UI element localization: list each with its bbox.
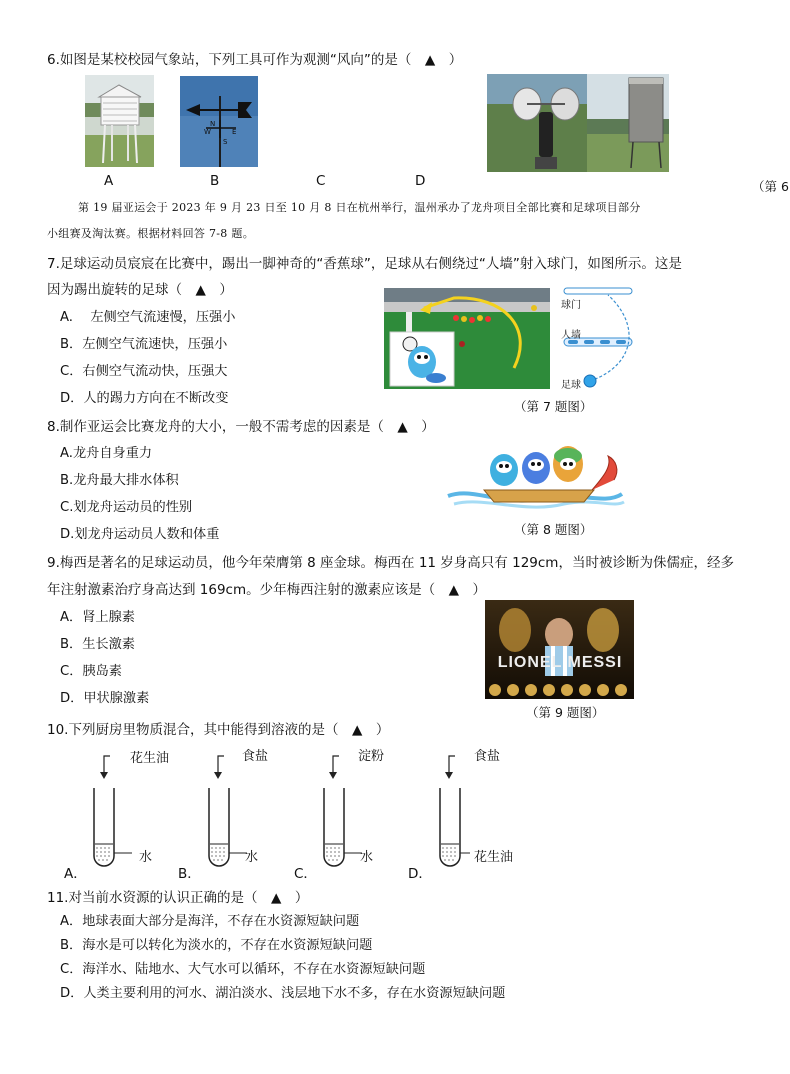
messi-poster-image bbox=[485, 600, 634, 699]
q10-text: 10.下列厨房里物质混合，其中能得到溶液的是（ ▲ ） bbox=[47, 722, 390, 738]
tube-c-letter: C． bbox=[294, 866, 317, 882]
q7-option-d: D．人的踢力方向在不断改变 bbox=[60, 391, 229, 406]
q7-line-2: 因为踢出旋转的足球（ ▲ ） bbox=[47, 282, 233, 298]
svg-text:N: N bbox=[210, 120, 216, 128]
q6-label-d: D bbox=[415, 173, 426, 189]
intro-line-1: 第 19 届亚运会于 2023 年 9 月 23 日至 10 月 8 日在杭州举行，温州承办了龙舟项目全部比赛和足球项目部分 bbox=[78, 201, 641, 214]
q9-caption: （第 9 题图） bbox=[526, 705, 605, 720]
q7-line-1: 7.足球运动员宸宸在比赛中，踢出一脚神奇的“香蕉球”，足球从右侧绕过“人墙”射入球门，如图所示。这是 bbox=[47, 256, 682, 272]
q9-option-d: D．甲状腺激素 bbox=[60, 691, 150, 706]
q9-option-a: A．肾上腺素 bbox=[60, 610, 135, 625]
q9-option-b: B．生长激素 bbox=[60, 637, 135, 652]
intro-line-2: 小组赛及淘汰赛。根据材料回答 7-8 题。 bbox=[47, 227, 255, 240]
q6-label-b: B bbox=[210, 173, 220, 189]
q11-option-d: D．人类主要利用的河水、湖泊淡水、浅层地下水不多，存在水资源短缺问题 bbox=[60, 986, 506, 1001]
q11-option-b: B．海水是可以转化为淡水的，不存在水资源短缺问题 bbox=[60, 938, 373, 953]
q6-caption: （第 6 bbox=[752, 179, 789, 194]
tube-d-letter: D． bbox=[408, 866, 432, 882]
diagram-ball-label: 足球 bbox=[561, 380, 581, 391]
weather-box-image bbox=[85, 75, 154, 167]
q8-option-b: B.龙舟最大排水体积 bbox=[60, 473, 179, 488]
tube-c-added-label: 淀粉 bbox=[358, 749, 385, 764]
q7-option-b: B．左侧空气流速快，压强小 bbox=[60, 337, 228, 352]
q8-caption: （第 8 题图） bbox=[514, 522, 593, 537]
q11-option-a: A．地球表面大部分是海洋，不存在水资源短缺问题 bbox=[60, 914, 360, 929]
diagram-wall-label: 人墙 bbox=[561, 330, 581, 341]
q7-option-c: C．右侧空气流动快，压强大 bbox=[60, 364, 228, 379]
q7-option-a: A. 左侧空气流速慢，压强小 bbox=[60, 310, 236, 325]
q11-text: 11.对当前水资源的认识正确的是（ ▲ ） bbox=[47, 890, 309, 906]
q6-label-c: C bbox=[316, 173, 326, 189]
tube-d-arrow-icon bbox=[443, 750, 457, 780]
q9-line-1: 9.梅西是著名的足球运动员，他今年荣膺第 8 座金球。梅西在 11 岁身高只有 129cm，当时被诊断为侏儒症，经多 bbox=[47, 555, 734, 571]
tube-a-added-label: 花生油 bbox=[130, 751, 170, 766]
wind-vane-image bbox=[180, 76, 258, 167]
q11-option-c: C．海洋水、陆地水、大气水可以循环，不存在水资源短缺问题 bbox=[60, 962, 426, 977]
tube-b-liquid-label: 水 bbox=[245, 850, 259, 865]
tube-b-arrow-icon bbox=[212, 750, 226, 780]
q8-text: 8.制作亚运会比赛龙舟的大小，一般不需考虑的因素是（ ▲ ） bbox=[47, 419, 435, 435]
tube-b-added-label: 食盐 bbox=[242, 749, 269, 764]
tube-a-letter: A． bbox=[64, 866, 87, 882]
tube-c-liquid-label: 水 bbox=[360, 850, 374, 865]
q7-caption: （第 7 题图） bbox=[514, 399, 593, 414]
tube-a-arrow-icon bbox=[98, 750, 112, 780]
q8-option-a: A.龙舟自身重力 bbox=[60, 446, 153, 461]
q8-option-c: C.划龙舟运动员的性别 bbox=[60, 500, 193, 515]
tube-c-arrow-icon bbox=[327, 750, 341, 780]
banana-kick-photo bbox=[384, 288, 550, 389]
tube-a-liquid-label: 水 bbox=[139, 850, 153, 865]
tube-b-letter: B． bbox=[178, 866, 201, 882]
q8-option-d: D.划龙舟运动员人数和体重 bbox=[60, 527, 220, 542]
dragon-boat-image bbox=[444, 436, 626, 516]
q9-line-2: 年注射激素治疗身高达到 169cm。少年梅西注射的激素应该是（ ▲ ） bbox=[47, 582, 487, 598]
q6-text: 6.如图是某校校园气象站，下列工具可作为观测“风向”的是（ ▲ ） bbox=[47, 52, 463, 68]
q6-label-a: A bbox=[104, 173, 114, 189]
diagram-goal-label: 球门 bbox=[561, 300, 581, 311]
svg-text:E: E bbox=[232, 128, 237, 136]
tube-d-added-label: 食盐 bbox=[474, 749, 501, 764]
svg-text:S: S bbox=[223, 138, 228, 146]
poster-text: LIONEL MESSI bbox=[497, 654, 623, 671]
q9-option-c: C．胰岛素 bbox=[60, 664, 122, 679]
anemometer-raingauge-image bbox=[487, 74, 669, 172]
tube-d-liquid-label: 花生油 bbox=[474, 850, 514, 865]
svg-text:W: W bbox=[204, 128, 211, 136]
